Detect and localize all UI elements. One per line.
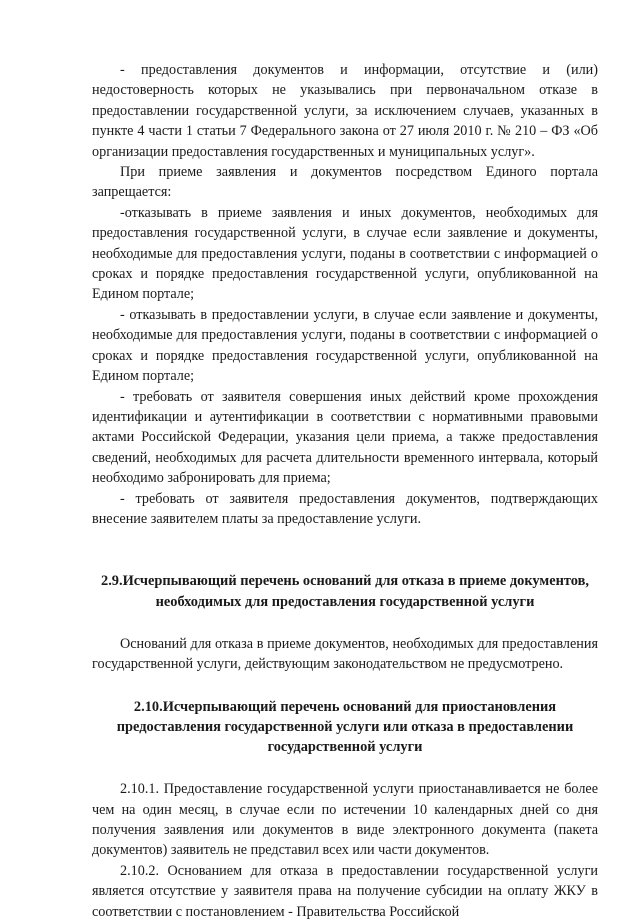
paragraph-require-payment: - требовать от заявителя предоставления документов, подтверждающих внесение заявителем платы за предоставление услуги.: [92, 490, 598, 527]
paragraph-refuse-service: - отказывать в предоставлении услуги, в случае если заявление и документы, необходимые для предоставления услуги, поданы в соответствии с информацией о сроках и порядке предоставления государственной услуги, опубликованной на Едином портале;: [92, 306, 598, 385]
section-2-9-text: Оснований для отказа в приеме документов, необходимых для предоставления государственной услуги, действующим законодательством не предусмотрено.: [92, 635, 598, 673]
section-2-10-heading: 2.10.Исчерпывающий перечень оснований для приостановления предоставления государственной услуги или отказа в предоставлении государственной услуги: [116, 698, 574, 755]
paragraph-require-actions: - требовать от заявителя совершения иных действий кроме прохождения идентификации и аутентификации в соответствии с нормативными правовыми актами Российской Федерации, указания цели приема, а также предоставления сведений, необходимых для расчета длительности временного интервала, который необходимо забронировать для приема;: [92, 388, 598, 487]
paragraph-refuse-acceptance: -отказывать в приеме заявления и иных документов, необходимых для предоставления государственной услуги, в случае если заявление и документы, необходимые для предоставления услуги, поданы в соответствии с информацией о сроках и порядке предоставления государственной услуги, опубликованной на Едином портале;: [92, 204, 598, 303]
document-page: [92, 60, 598, 922]
section-2-10-1-text: 2.10.1. Предоставление государственной услуги приостанавливается не более чем на один месяц, в случае если по истечении 10 календарных дней со дня получения заявления или документов в виде электронного документа (пакета документов) заявитель не представил всех или части документов.: [92, 781, 598, 859]
paragraph-portal-prohibitions: При приеме заявления и документов посредством Единого портала запрещается:: [92, 164, 598, 201]
section-2-9-heading: 2.9.Исчерпывающий перечень оснований для отказа в приеме документов, необходимых для предоставления государственной услуги: [101, 573, 589, 610]
section-2-10-2-text: 2.10.2. Основанием для отказа в предоставлении государственной услуги является отсутствие у заявителя права на получение субсидии на оплату ЖКУ в соответствии с постановлением - Правительства Российской: [92, 862, 598, 920]
paragraph-missing-documents: - предоставления документов и информации, отсутствие и (или) недостоверность которых не указывались при первоначальном отказе в предоставлении государственной услуги, за исключением случаев, указанных в пункте 4 части 1 статьи 7 Федерального закона от 27 июля 2010 г. № 210 – ФЗ «Об организации предоставления государственных и муниципальных услуг».: [92, 62, 598, 160]
